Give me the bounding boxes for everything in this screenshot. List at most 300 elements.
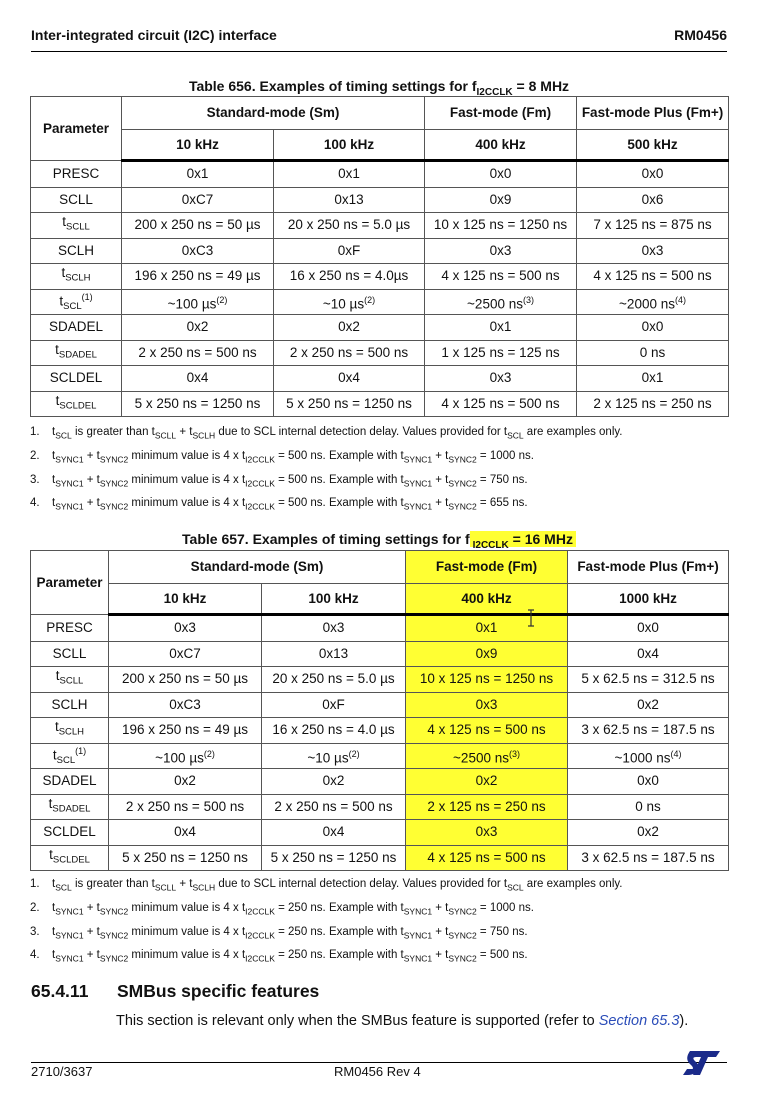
value-text: 20 x 250 ns = 5.0 µs — [272, 671, 395, 687]
footnote-sub: SCLL — [154, 430, 177, 441]
param-name: SDADEL — [48, 319, 104, 335]
value-cell — [406, 845, 568, 871]
footnote-text: + t — [83, 901, 100, 914]
footnote-sub: I2CCLK — [245, 929, 275, 940]
param-name: SDADEL — [42, 773, 97, 789]
value-text: 2 x 250 ns = 500 ns — [138, 344, 257, 360]
section-title: SMBus specific features — [117, 981, 320, 1001]
footnote-sub: SYNC1 — [55, 477, 84, 488]
value-cell — [425, 289, 577, 315]
freq-header: 10 kHz — [122, 130, 274, 161]
param-note-ref: (1) — [75, 745, 87, 756]
footnote-text: + t — [83, 925, 100, 938]
footnote-text: + t — [432, 901, 449, 914]
value-text: ~100 µs — [155, 750, 204, 765]
param-sub: SCLL — [66, 222, 90, 234]
footnote-sub: SCL — [55, 882, 72, 893]
footnote-sub: SYNC2 — [99, 454, 129, 465]
value-text: 0x0 — [637, 620, 659, 636]
freq-header: 100 kHz — [262, 584, 406, 615]
value-note-ref: (2) — [203, 748, 215, 759]
footnote-text: t — [52, 878, 56, 890]
value-cell — [568, 641, 729, 667]
param-sub: SCLDEL — [52, 854, 90, 866]
value-cell — [406, 820, 568, 846]
value-text: ~10 µs — [322, 296, 365, 311]
table-row — [31, 769, 729, 795]
value-text: 4 x 125 ns = 500 ns — [427, 722, 546, 738]
value-text: 0x4 — [174, 824, 196, 840]
value-text: 196 x 250 ns = 49 µs — [134, 268, 261, 284]
value-text: 2 x 250 ns = 500 ns — [274, 798, 393, 814]
group-sm-header: Standard-mode (Sm) — [122, 97, 425, 130]
value-cell — [425, 391, 577, 417]
value-text: 196 x 250 ns = 49 µs — [122, 722, 248, 738]
param-cell — [31, 769, 109, 795]
param-cell — [31, 187, 122, 213]
value-cell — [568, 718, 729, 744]
value-text: 0x2 — [174, 773, 196, 789]
caption-sub: I2CCLK — [472, 539, 509, 551]
footnote-text: are examples only. — [523, 878, 623, 890]
freq-header: 400 kHz — [425, 130, 577, 161]
footnote-number: 1. — [30, 878, 40, 890]
param-cell — [31, 845, 109, 871]
value-cell — [577, 391, 729, 417]
footnote-text: = 250 ns. Example with t — [274, 949, 404, 962]
param-cell — [31, 641, 109, 667]
footnote-text: t — [52, 901, 56, 914]
footnote-sub: SCL — [55, 430, 72, 441]
value-cell — [122, 366, 274, 392]
value-cell — [274, 391, 425, 417]
footnote-text: is greater than t — [71, 878, 155, 890]
value-cell — [122, 391, 274, 417]
value-text: 2 x 125 ns = 250 ns — [593, 395, 712, 411]
value-text: 0xC7 — [181, 191, 214, 207]
param-name: t — [54, 719, 59, 735]
footnote-sub: SYNC1 — [403, 501, 433, 512]
footnote-sub: SYNC1 — [403, 454, 433, 465]
param-name: PRESC — [52, 165, 100, 181]
footnote-text: = 250 ns. Example with t — [274, 925, 404, 938]
param-name: t — [62, 214, 66, 230]
value-cell — [274, 366, 425, 392]
value-text: 3 x 62.5 ns = 187.5 ns — [581, 722, 715, 738]
value-cell — [568, 820, 729, 846]
value-text: 0xF — [337, 242, 361, 258]
footnote-sub: SYNC1 — [403, 477, 433, 488]
caption-text: Table 656. Examples of timing settings for f — [188, 78, 477, 94]
value-cell — [122, 187, 274, 213]
value-cell — [425, 187, 577, 213]
table-row — [31, 161, 729, 188]
value-text: 1 x 125 ns = 125 ns — [441, 344, 560, 360]
param-sub: SCLH — [65, 273, 91, 285]
value-text: 0x0 — [637, 773, 659, 789]
section-paragraph — [116, 1013, 688, 1029]
value-cell — [262, 820, 406, 846]
footnote-text: t — [52, 497, 56, 510]
value-cell — [577, 315, 729, 341]
value-text: ~2500 ns — [467, 296, 523, 311]
footnote-text: due to SCL internal detection delay. Values provided for t — [215, 426, 508, 438]
footnote-text: + t — [176, 426, 193, 438]
value-text: 0x1 — [338, 166, 360, 182]
value-text: 0x3 — [489, 370, 512, 386]
param-cell — [31, 315, 122, 341]
value-cell — [109, 718, 262, 744]
value-cell — [568, 794, 729, 820]
footnote-text: = 500 ns. Example with t — [274, 497, 404, 510]
table-656 — [30, 96, 729, 417]
table-row — [31, 743, 729, 769]
param-name: PRESC — [46, 619, 93, 635]
value-cell — [274, 289, 425, 315]
value-cell — [406, 641, 568, 667]
value-cell — [577, 366, 729, 392]
value-text: 3 x 62.5 ns = 187.5 ns — [581, 849, 715, 865]
footnote-sub: SYNC1 — [403, 953, 433, 964]
param-sub: SCLL — [59, 676, 84, 688]
footnote-sub: SYNC2 — [448, 454, 477, 465]
value-text: ~10 µs — [307, 750, 349, 765]
param-cell — [31, 264, 122, 290]
footnote-sub: I2CCLK — [245, 906, 275, 917]
footnote-text: minimum value is 4 x t — [128, 473, 246, 486]
value-text: 5 x 250 ns = 1250 ns — [122, 849, 248, 865]
value-text: 7 x 125 ns = 875 ns — [593, 217, 712, 233]
param-header: Parameter — [31, 551, 109, 615]
param-cell — [31, 213, 122, 239]
value-text: 0x0 — [641, 319, 664, 335]
value-cell — [109, 769, 262, 795]
param-sub: SCLH — [58, 727, 85, 739]
footnote-text: minimum value is 4 x t — [128, 497, 246, 510]
table-row — [31, 615, 729, 642]
param-note-ref: (1) — [81, 291, 93, 302]
text-cursor-icon — [527, 609, 535, 627]
param-cell — [31, 391, 122, 417]
value-cell — [577, 340, 729, 366]
value-cell — [274, 187, 425, 213]
value-text: 0x3 — [322, 620, 345, 636]
footnote-sub: SCL — [507, 430, 524, 441]
value-text: 5 x 250 ns = 1250 ns — [134, 395, 261, 411]
footnote-sub: SYNC2 — [448, 906, 477, 917]
value-cell — [274, 340, 425, 366]
footnote-text: is greater than t — [71, 426, 155, 438]
freq-header: 100 kHz — [274, 130, 425, 161]
footnote-text: = 750 ns. — [476, 925, 528, 938]
param-name: SCLH — [51, 696, 88, 712]
value-cell — [122, 340, 274, 366]
footnote-text: + t — [83, 949, 100, 962]
value-note-ref: (2) — [348, 748, 360, 759]
value-text: 0x2 — [475, 773, 498, 789]
param-cell — [31, 692, 109, 718]
value-text: 0x1 — [186, 166, 209, 182]
value-text: 0x13 — [318, 645, 349, 661]
footnote-text: + t — [83, 449, 100, 462]
table-row — [31, 289, 729, 315]
value-cell — [406, 718, 568, 744]
value-cell — [568, 845, 729, 871]
value-text: 0x9 — [475, 645, 498, 661]
value-text: 0x4 — [637, 645, 659, 661]
value-text: 0x3 — [174, 620, 196, 636]
table-row — [31, 366, 729, 392]
value-cell — [262, 769, 406, 795]
footnote-number: 2. — [30, 449, 40, 462]
value-cell — [568, 692, 729, 718]
param-cell — [31, 161, 122, 188]
footnote-text: = 1000 ns. — [476, 901, 534, 914]
value-text: 0x2 — [637, 696, 659, 712]
value-cell — [262, 615, 406, 642]
param-name: t — [49, 846, 53, 862]
param-name: SCLL — [59, 191, 93, 207]
footnote-sub: I2CCLK — [245, 953, 275, 964]
value-cell — [568, 743, 729, 769]
footnote — [30, 898, 622, 922]
value-text: 200 x 250 ns = 50 µs — [134, 217, 261, 233]
value-cell — [425, 340, 577, 366]
footnote-number: 3. — [30, 925, 40, 938]
footnote-text: + t — [83, 473, 100, 486]
value-text: ~100 µs — [167, 296, 217, 311]
value-text: 0x1 — [475, 620, 498, 636]
value-cell — [568, 667, 729, 693]
footnote-text: = 1000 ns. — [476, 449, 534, 462]
table-row — [31, 641, 729, 667]
value-cell — [425, 366, 577, 392]
value-text: ~2500 ns — [453, 750, 509, 765]
value-text: 0x1 — [489, 319, 512, 335]
section-heading — [31, 981, 319, 1002]
param-cell — [31, 615, 109, 642]
doc-revision: RM0456 Rev 4 — [334, 1064, 421, 1079]
footnote-text: + t — [432, 925, 449, 938]
value-cell — [577, 238, 729, 264]
table-row — [31, 718, 729, 744]
value-text: 0x2 — [186, 319, 209, 335]
value-cell — [425, 238, 577, 264]
value-cell — [577, 213, 729, 239]
value-text: 10 x 125 ns = 1250 ns — [419, 671, 554, 687]
value-text: 0xC3 — [169, 696, 201, 712]
param-cell — [31, 794, 109, 820]
table-row — [31, 340, 729, 366]
value-cell — [262, 692, 406, 718]
footnote — [30, 446, 622, 470]
paragraph-end: ). — [679, 1013, 689, 1029]
param-name: SCLL — [52, 645, 87, 661]
table-656-caption — [30, 78, 728, 98]
footnote-text: minimum value is 4 x t — [128, 449, 246, 462]
footnote-sub: SYNC2 — [448, 929, 477, 940]
group-fmp-header: Fast-mode Plus (Fm+) — [568, 551, 729, 584]
value-cell — [406, 667, 568, 693]
param-sub: SCL — [63, 300, 82, 312]
footnote-sub: SYNC2 — [99, 906, 129, 917]
param-name: SCLH — [57, 242, 94, 258]
caption-highlight — [470, 531, 576, 551]
value-note-ref: (3) — [508, 748, 520, 759]
value-text: 0x0 — [489, 166, 512, 182]
footnote-sub: SYNC1 — [55, 454, 84, 465]
table-656-notes — [30, 422, 622, 517]
footnote-sub: SYNC1 — [55, 929, 84, 940]
value-cell — [109, 641, 262, 667]
value-cell — [122, 213, 274, 239]
footnote-sub: SYNC2 — [99, 929, 129, 940]
value-cell — [568, 615, 729, 642]
group-fm-header: Fast-mode (Fm) — [425, 97, 577, 130]
param-cell — [31, 743, 109, 769]
value-text: 4 x 125 ns = 500 ns — [427, 849, 546, 865]
section-link[interactable]: Section 65.3 — [598, 1013, 680, 1029]
footnote-sub: SYNC2 — [99, 501, 129, 512]
footnote-text: + t — [176, 878, 193, 890]
value-text: 4 x 125 ns = 500 ns — [593, 268, 712, 284]
value-text: 0x4 — [338, 370, 360, 386]
footnote-text: t — [52, 426, 56, 438]
param-name: t — [55, 668, 60, 684]
value-cell — [274, 238, 425, 264]
value-text: 2 x 250 ns = 500 ns — [125, 798, 245, 814]
value-cell — [577, 161, 729, 188]
footnote-sub: SCL — [507, 882, 524, 893]
value-text: 0x0 — [641, 166, 664, 182]
freq-header: 400 kHz — [406, 584, 568, 615]
footnote — [30, 422, 622, 446]
table-row — [31, 391, 729, 417]
footnote-sub: I2CCLK — [245, 454, 275, 465]
footnote-text: + t — [83, 497, 100, 510]
value-text: 20 x 250 ns = 5.0 µs — [287, 217, 411, 233]
page-number: 2710/3637 — [31, 1064, 93, 1079]
footnote-sub: SYNC2 — [448, 953, 477, 964]
value-text: ~1000 ns — [614, 750, 671, 765]
value-text: 0x3 — [489, 242, 512, 258]
header-title: Inter-integrated circuit (I2C) interface — [31, 27, 277, 43]
group-fm-header: Fast-mode (Fm) — [406, 551, 568, 584]
value-cell — [262, 641, 406, 667]
value-text: 0x4 — [186, 370, 209, 386]
footnote — [30, 922, 622, 946]
table-row — [31, 238, 729, 264]
value-cell — [425, 264, 577, 290]
param-name: t — [52, 747, 57, 763]
caption-suffix: = 16 MHz — [508, 531, 573, 547]
footnote-text: = 250 ns. Example with t — [274, 901, 404, 914]
footnote-sub: I2CCLK — [245, 477, 275, 488]
value-text: 2 x 250 ns = 500 ns — [289, 344, 409, 360]
footnote-sub: SYNC1 — [403, 929, 433, 940]
value-cell — [406, 794, 568, 820]
value-note-ref: (2) — [364, 294, 376, 305]
param-cell — [31, 667, 109, 693]
caption-sub: I2CCLK — [476, 86, 513, 98]
footnote-text: = 655 ns. — [476, 497, 528, 510]
footnote-text: t — [52, 925, 56, 938]
footnote — [30, 874, 622, 898]
footnote-text: = 500 ns. Example with t — [274, 449, 404, 462]
param-name: SCLDEL — [49, 370, 103, 386]
footnote-text: t — [52, 473, 56, 486]
table-row — [31, 315, 729, 341]
value-cell — [109, 615, 262, 642]
value-text: 0 ns — [639, 344, 666, 360]
value-cell — [109, 794, 262, 820]
st-logo-icon — [682, 1049, 722, 1077]
value-text: 0x4 — [322, 824, 345, 840]
value-text: 0 ns — [635, 798, 661, 814]
value-cell — [109, 692, 262, 718]
value-text: ~2000 ns — [619, 296, 675, 311]
param-name: t — [48, 795, 53, 811]
footnote-sub: SYNC2 — [99, 953, 129, 964]
footnote — [30, 493, 622, 517]
footnote-text: = 750 ns. — [476, 473, 528, 486]
footnote — [30, 945, 622, 969]
value-text: 4 x 125 ns = 500 ns — [441, 395, 560, 411]
value-text: 5 x 250 ns = 1250 ns — [286, 395, 412, 411]
table-657-notes — [30, 874, 622, 969]
value-text: 0xC3 — [181, 242, 214, 258]
header-doc-id: RM0456 — [674, 27, 727, 43]
table-row — [31, 820, 729, 846]
footnote-number: 2. — [30, 901, 40, 914]
value-cell — [406, 692, 568, 718]
caption-text: Table 657. Examples of timing settings for f — [182, 531, 470, 547]
value-text: 0x3 — [475, 696, 498, 712]
value-text: 0x1 — [641, 370, 664, 386]
footnote-sub: I2CCLK — [245, 501, 275, 512]
value-text: 200 x 250 ns = 50 µs — [122, 671, 248, 687]
value-cell — [262, 845, 406, 871]
footnote-sub: SCLL — [154, 882, 177, 893]
value-text: 0xF — [322, 696, 345, 712]
footnote-text: + t — [432, 449, 449, 462]
value-cell — [262, 718, 406, 744]
param-cell — [31, 289, 122, 315]
value-note-ref: (4) — [670, 748, 682, 759]
table-row — [31, 213, 729, 239]
value-cell — [425, 213, 577, 239]
paragraph-text: This section is relevant only when the SMBus feature is supported (refer to — [116, 1013, 599, 1029]
footnote-number: 4. — [30, 497, 40, 510]
page-header — [31, 27, 727, 52]
table-row — [31, 264, 729, 290]
freq-header: 500 kHz — [577, 130, 729, 161]
value-note-ref: (2) — [216, 294, 228, 305]
value-cell — [274, 161, 425, 188]
footnote-text: + t — [432, 949, 449, 962]
value-cell — [262, 667, 406, 693]
table-657-caption — [30, 531, 728, 551]
footnote-text: = 500 ns. — [476, 949, 528, 962]
table-row — [31, 794, 729, 820]
value-cell — [425, 315, 577, 341]
value-cell — [109, 667, 262, 693]
value-cell — [122, 264, 274, 290]
value-note-ref: (4) — [674, 294, 686, 305]
value-cell — [577, 264, 729, 290]
value-text: 5 x 250 ns = 1250 ns — [270, 849, 397, 865]
table-657 — [30, 550, 729, 871]
